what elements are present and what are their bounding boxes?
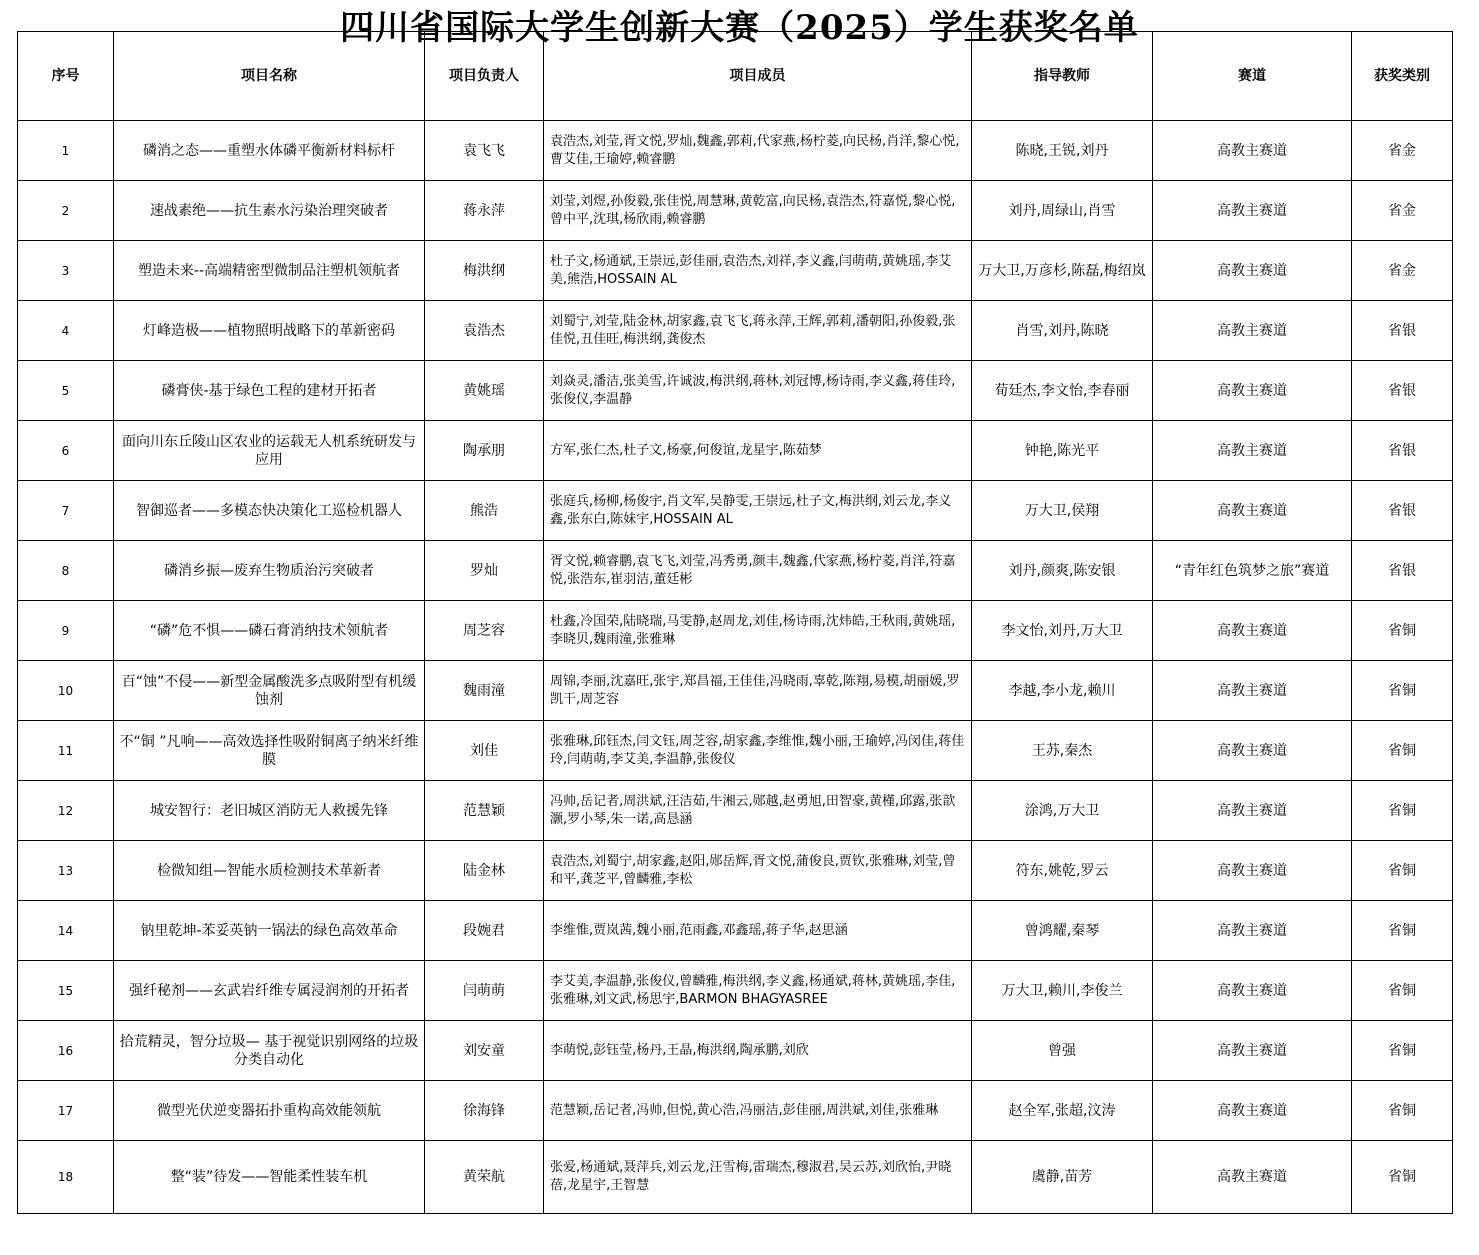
cell-track: 高教主赛道 bbox=[1153, 661, 1352, 721]
header-row bbox=[18, 32, 1453, 121]
cell-members: 张庭兵,杨柳,杨俊宇,肖文军,吴静雯,王崇远,杜子文,梅洪纲,刘云龙,李义鑫,张东白,陈妹宇,HOSSAIN AL bbox=[544, 481, 972, 541]
cell-track: 高教主赛道 bbox=[1153, 721, 1352, 781]
cell-advisors: 李越,李小龙,赖川 bbox=[972, 661, 1153, 721]
cell-project: 整“装”待发——智能柔性装车机 bbox=[114, 1141, 425, 1214]
cell-advisors: 肖雪,刘丹,陈晓 bbox=[972, 301, 1153, 361]
cell-project: 塑造未来--高端精密型微制品注塑机领航者 bbox=[114, 241, 425, 301]
cell-seq: 16 bbox=[18, 1021, 114, 1081]
cell-project: “磷”危不惧——磷石膏消纳技术领航者 bbox=[114, 601, 425, 661]
cell-leader: 黄姚瑶 bbox=[425, 361, 544, 421]
cell-members: 胥文悦,赖睿鹏,袁飞飞,刘莹,冯秀勇,颜丰,魏鑫,代家燕,杨柠菱,肖洋,符嘉悦,张浩东,崔羽洁,董廷彬 bbox=[544, 541, 972, 601]
cell-track: 高教主赛道 bbox=[1153, 241, 1352, 301]
cell-advisors: 赵全军,张超,汶涛 bbox=[972, 1081, 1153, 1141]
cell-advisors: 符东,姚乾,罗云 bbox=[972, 841, 1153, 901]
cell-leader: 刘佳 bbox=[425, 721, 544, 781]
cell-award: 省铜 bbox=[1352, 1021, 1453, 1081]
cell-leader: 熊浩 bbox=[425, 481, 544, 541]
cell-project: 磷消乡振—废弃生物质治污突破者 bbox=[114, 541, 425, 601]
cell-project: 磷消之态——重塑水体磷平衡新材料标杆 bbox=[114, 121, 425, 181]
header-award: 获奖类别 bbox=[1352, 32, 1453, 121]
table-row bbox=[18, 841, 1453, 901]
cell-project: 百“蚀”不侵——新型金属酸洗多点吸附型有机缓蚀剂 bbox=[114, 661, 425, 721]
cell-leader: 梅洪纲 bbox=[425, 241, 544, 301]
cell-leader: 袁飞飞 bbox=[425, 121, 544, 181]
cell-members: 范慧颖,岳记者,冯帅,但悦,黄心浩,冯丽洁,彭佳丽,周洪斌,刘佳,张雅琳 bbox=[544, 1081, 972, 1141]
cell-members: 刘蜀宁,刘莹,陆金林,胡家鑫,袁飞飞,蒋永萍,王辉,郭莉,潘朝阳,孙俊毅,张佳悦,丑佳旺,梅洪纲,龚俊杰 bbox=[544, 301, 972, 361]
cell-advisors: 陈晓,王锐,刘丹 bbox=[972, 121, 1153, 181]
header-members: 项目成员 bbox=[544, 32, 972, 121]
cell-track: 高教主赛道 bbox=[1153, 421, 1352, 481]
cell-award: 省铜 bbox=[1352, 961, 1453, 1021]
cell-track: 高教主赛道 bbox=[1153, 901, 1352, 961]
cell-leader: 徐海锋 bbox=[425, 1081, 544, 1141]
cell-members: 李萌悦,彭钰莹,杨丹,王晶,梅洪纲,陶承鹏,刘欣 bbox=[544, 1021, 972, 1081]
cell-award: 省金 bbox=[1352, 181, 1453, 241]
cell-project: 拾荒精灵，智分垃圾— 基于视觉识别网络的垃圾分类自动化 bbox=[114, 1021, 425, 1081]
cell-leader: 周芝容 bbox=[425, 601, 544, 661]
cell-members: 冯帅,岳记者,周洪斌,汪洁茹,牛湘云,郧越,赵勇旭,田智豪,黄槿,邱露,张歆灏,罗小琴,朱一诺,高恳涵 bbox=[544, 781, 972, 841]
cell-project: 智御巡者——多模态快决策化工巡检机器人 bbox=[114, 481, 425, 541]
cell-seq: 9 bbox=[18, 601, 114, 661]
cell-project: 磷膏侠-基于绿色工程的建材开拓者 bbox=[114, 361, 425, 421]
cell-advisors: 钟艳,陈光平 bbox=[972, 421, 1153, 481]
cell-track: 高教主赛道 bbox=[1153, 1021, 1352, 1081]
cell-seq: 15 bbox=[18, 961, 114, 1021]
header-seq: 序号 bbox=[18, 32, 114, 121]
cell-award: 省铜 bbox=[1352, 1141, 1453, 1214]
cell-track: 高教主赛道 bbox=[1153, 1081, 1352, 1141]
cell-track: 高教主赛道 bbox=[1153, 1141, 1352, 1214]
cell-project: 强纤秘剂——玄武岩纤维专属浸润剂的开拓者 bbox=[114, 961, 425, 1021]
cell-award: 省银 bbox=[1352, 421, 1453, 481]
header-track: 赛道 bbox=[1153, 32, 1352, 121]
cell-members: 方军,张仁杰,杜子文,杨豪,何俊谊,龙星宇,陈茹梦 bbox=[544, 421, 972, 481]
cell-seq: 3 bbox=[18, 241, 114, 301]
cell-seq: 1 bbox=[18, 121, 114, 181]
cell-advisors: 刘丹,周绿山,肖雪 bbox=[972, 181, 1153, 241]
cell-leader: 范慧颖 bbox=[425, 781, 544, 841]
cell-award: 省铜 bbox=[1352, 601, 1453, 661]
table-row bbox=[18, 1081, 1453, 1141]
table-row bbox=[18, 901, 1453, 961]
cell-track: 高教主赛道 bbox=[1153, 121, 1352, 181]
cell-leader: 刘安童 bbox=[425, 1021, 544, 1081]
cell-award: 省铜 bbox=[1352, 901, 1453, 961]
cell-project: 微型光伏逆变器拓扑重构高效能领航 bbox=[114, 1081, 425, 1141]
cell-leader: 陶承朋 bbox=[425, 421, 544, 481]
cell-advisors: 王苏,秦杰 bbox=[972, 721, 1153, 781]
cell-award: 省铜 bbox=[1352, 841, 1453, 901]
cell-seq: 11 bbox=[18, 721, 114, 781]
cell-track: 高教主赛道 bbox=[1153, 481, 1352, 541]
cell-seq: 14 bbox=[18, 901, 114, 961]
cell-track: 高教主赛道 bbox=[1153, 601, 1352, 661]
cell-members: 袁浩杰,刘莹,胥文悦,罗灿,魏鑫,郭莉,代家燕,杨柠菱,向民杨,肖洋,黎心悦,曹艾佳,王瑜婷,赖睿鹏 bbox=[544, 121, 972, 181]
cell-award: 省金 bbox=[1352, 121, 1453, 181]
cell-members: 刘莹,刘煜,孙俊毅,张佳悦,周慧琳,黄乾富,向民杨,袁浩杰,符嘉悦,黎心悦,曾中平,沈琪,杨欣雨,赖睿鹏 bbox=[544, 181, 972, 241]
cell-seq: 5 bbox=[18, 361, 114, 421]
cell-members: 袁浩杰,刘蜀宁,胡家鑫,赵阳,郧岳辉,胥文悦,蒲俊良,贾钦,张雅琳,刘莹,曾和平,龚芝平,曾麟雅,李松 bbox=[544, 841, 972, 901]
cell-leader: 袁浩杰 bbox=[425, 301, 544, 361]
header-advisors: 指导教师 bbox=[972, 32, 1153, 121]
cell-members: 杜鑫,冷国荣,陆晓瑞,马雯静,赵周龙,刘佳,杨诗雨,沈炜皓,王秋雨,黄姚瑶,李晓贝,魏雨潼,张雅琳 bbox=[544, 601, 972, 661]
cell-members: 李维惟,贾岚茜,魏小丽,范雨鑫,邓鑫瑶,蒋子华,赵思涵 bbox=[544, 901, 972, 961]
header-leader: 项目负责人 bbox=[425, 32, 544, 121]
cell-project: 速战素绝——抗生素水污染治理突破者 bbox=[114, 181, 425, 241]
cell-award: 省银 bbox=[1352, 541, 1453, 601]
cell-advisors: 曾鸿耀,秦琴 bbox=[972, 901, 1153, 961]
cell-seq: 7 bbox=[18, 481, 114, 541]
cell-leader: 陆金林 bbox=[425, 841, 544, 901]
cell-leader: 罗灿 bbox=[425, 541, 544, 601]
cell-project: 钠里乾坤-苯妥英钠一锅法的绿色高效革命 bbox=[114, 901, 425, 961]
cell-advisors: 刘丹,颜爽,陈安银 bbox=[972, 541, 1153, 601]
cell-members: 周锦,李丽,沈嘉旺,张宇,郑昌福,王佳佳,冯晓雨,辜乾,陈翔,易模,胡丽媛,罗凯干,周芝容 bbox=[544, 661, 972, 721]
cell-leader: 闫萌萌 bbox=[425, 961, 544, 1021]
cell-track: 高教主赛道 bbox=[1153, 961, 1352, 1021]
cell-advisors: 虞静,苗芳 bbox=[972, 1141, 1153, 1214]
table-row bbox=[18, 121, 1453, 181]
cell-leader: 段婉君 bbox=[425, 901, 544, 961]
table-row bbox=[18, 721, 1453, 781]
cell-seq: 2 bbox=[18, 181, 114, 241]
cell-award: 省金 bbox=[1352, 241, 1453, 301]
cell-members: 李艾美,李温静,张俊仪,曾麟雅,梅洪纲,李义鑫,杨通斌,蒋林,黄姚瑶,李佳,张雅琳,刘文武,杨思宇,BARMON BHAGYASREE bbox=[544, 961, 972, 1021]
cell-leader: 黄荣航 bbox=[425, 1141, 544, 1214]
cell-seq: 8 bbox=[18, 541, 114, 601]
cell-award: 省铜 bbox=[1352, 721, 1453, 781]
cell-award: 省银 bbox=[1352, 361, 1453, 421]
table-row bbox=[18, 301, 1453, 361]
cell-advisors: 荀廷杰,李文怡,李春丽 bbox=[972, 361, 1153, 421]
cell-seq: 13 bbox=[18, 841, 114, 901]
table-row bbox=[18, 541, 1453, 601]
cell-seq: 17 bbox=[18, 1081, 114, 1141]
cell-members: 张雅琳,邱钰杰,闫文钰,周芝容,胡家鑫,李维惟,魏小丽,王瑜婷,冯闵佳,蒋佳玲,闫萌萌,李艾美,李温静,张俊仪 bbox=[544, 721, 972, 781]
cell-members: 张爱,杨通斌,聂萍兵,刘云龙,汪雪梅,雷瑞杰,穆淑君,吴云苏,刘欣怡,尹晓蓓,龙星宇,王智慧 bbox=[544, 1141, 972, 1214]
cell-track: 高教主赛道 bbox=[1153, 181, 1352, 241]
table-row bbox=[18, 241, 1453, 301]
cell-track: 高教主赛道 bbox=[1153, 361, 1352, 421]
cell-project: 检微知组—智能水质检测技术革新者 bbox=[114, 841, 425, 901]
cell-seq: 12 bbox=[18, 781, 114, 841]
cell-project: 灯峰造极——植物照明战略下的革新密码 bbox=[114, 301, 425, 361]
table-row bbox=[18, 661, 1453, 721]
award-table bbox=[17, 31, 1453, 1214]
header-project: 项目名称 bbox=[114, 32, 425, 121]
cell-award: 省银 bbox=[1352, 481, 1453, 541]
cell-project: 城安智行：老旧城区消防无人救援先锋 bbox=[114, 781, 425, 841]
cell-advisors: 万大卫,侯翔 bbox=[972, 481, 1153, 541]
cell-project: 面向川东丘陵山区农业的运载无人机系统研发与应用 bbox=[114, 421, 425, 481]
cell-award: 省银 bbox=[1352, 301, 1453, 361]
table-row bbox=[18, 961, 1453, 1021]
cell-members: 杜子文,杨通斌,王崇远,彭佳丽,袁浩杰,刘祥,李义鑫,闫萌萌,黄姚瑶,李艾美,熊浩,HOSSAIN AL bbox=[544, 241, 972, 301]
cell-track: “青年红色筑梦之旅”赛道 bbox=[1153, 541, 1352, 601]
cell-seq: 18 bbox=[18, 1141, 114, 1214]
page-title: 四川省国际大学生创新大赛（2025）学生获奖名单 bbox=[340, 8, 1139, 48]
cell-project: 不“铜 ”凡响——高效选择性吸附铜离子纳米纤维膜 bbox=[114, 721, 425, 781]
cell-seq: 4 bbox=[18, 301, 114, 361]
table-row bbox=[18, 481, 1453, 541]
cell-seq: 10 bbox=[18, 661, 114, 721]
cell-track: 高教主赛道 bbox=[1153, 781, 1352, 841]
cell-leader: 魏雨潼 bbox=[425, 661, 544, 721]
cell-advisors: 万大卫,万彦杉,陈磊,梅绍岚 bbox=[972, 241, 1153, 301]
table-row bbox=[18, 361, 1453, 421]
table-row bbox=[18, 421, 1453, 481]
cell-advisors: 曾强 bbox=[972, 1021, 1153, 1081]
cell-award: 省铜 bbox=[1352, 1081, 1453, 1141]
cell-advisors: 涂鸿,万大卫 bbox=[972, 781, 1153, 841]
table-row bbox=[18, 781, 1453, 841]
cell-award: 省铜 bbox=[1352, 781, 1453, 841]
cell-track: 高教主赛道 bbox=[1153, 841, 1352, 901]
cell-track: 高教主赛道 bbox=[1153, 301, 1352, 361]
table-row bbox=[18, 601, 1453, 661]
cell-award: 省铜 bbox=[1352, 661, 1453, 721]
table-row bbox=[18, 1141, 1453, 1214]
cell-advisors: 万大卫,赖川,李俊兰 bbox=[972, 961, 1153, 1021]
cell-advisors: 李文怡,刘丹,万大卫 bbox=[972, 601, 1153, 661]
cell-seq: 6 bbox=[18, 421, 114, 481]
table-row bbox=[18, 181, 1453, 241]
table-row bbox=[18, 1021, 1453, 1081]
cell-leader: 蒋永萍 bbox=[425, 181, 544, 241]
cell-members: 刘焱灵,潘洁,张美雪,许诚波,梅洪纲,蒋林,刘冠博,杨诗雨,李义鑫,蒋佳玲,张俊仪,李温静 bbox=[544, 361, 972, 421]
